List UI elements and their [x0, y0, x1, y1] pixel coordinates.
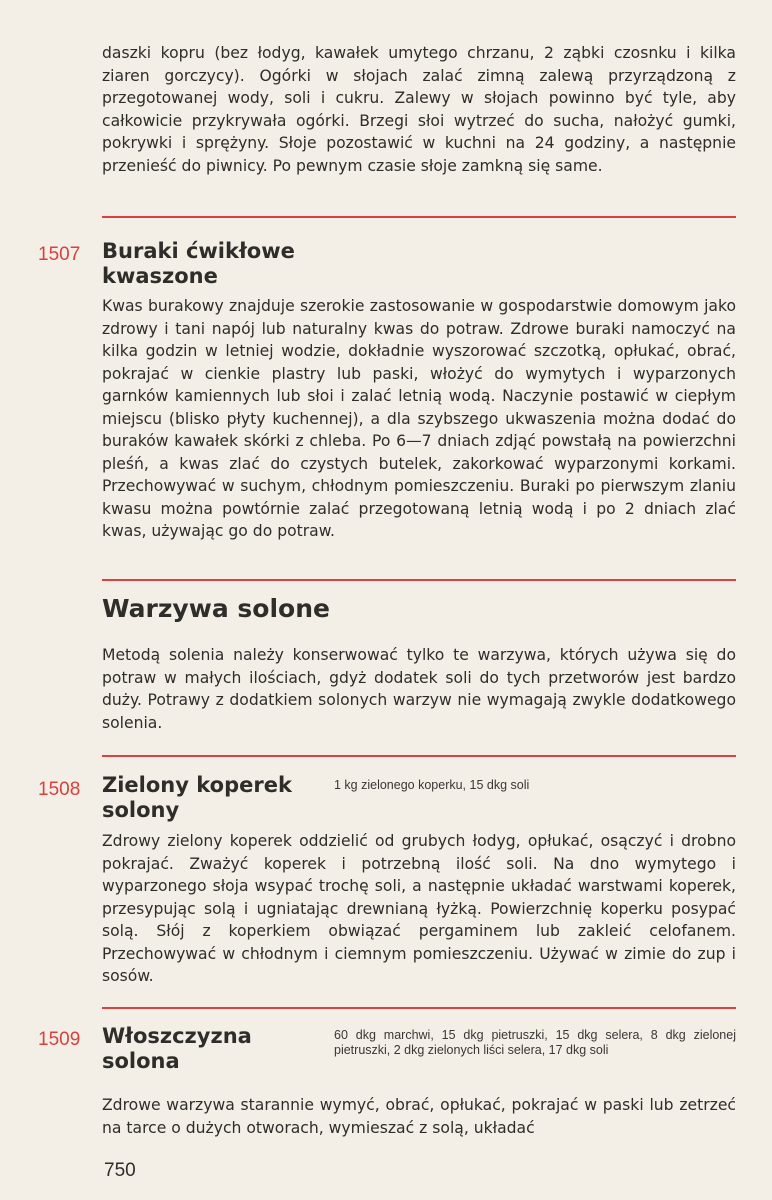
- continued-paragraph: daszki kopru (bez łodyg, kawałek umytego chrzanu, 2 ząbki czosnku i kilka ziaren gorczycy). Ogórki w słojach zalać zimną zalewą przyrządzoną z przegotowanej wody, soli i cukru. Zalewy w słojach powinno być tyle, aby całkowicie przykrywała ogórki. Brzegi słoi wytrzeć do sucha, nałożyć gumki, pokrywki i sprężyny. Słoje pozostawić w kuchni na 24 godziny, a następnie przenieść do piwnicy. Po pewnym czasie słoje zamkną się same.: [102, 44, 736, 175]
- recipe-title: [102, 1024, 252, 1074]
- recipe-number: 1507: [38, 244, 81, 265]
- recipe-title: [102, 773, 292, 823]
- section-title: Warzywa solone: [102, 594, 330, 623]
- section-intro: Metodą solenia należy konserwować tylko te warzywa, których używa się do potraw w małych ilościach, gdyż dodatek soli do tych przetworów jest bardzo duży. Potrawy z dodatkiem solonych warzyw nie wymagają zwykle dodatkowego solenia.: [102, 646, 736, 732]
- section-divider: [102, 579, 736, 581]
- recipe-number: 1509: [38, 1029, 81, 1050]
- recipe-body: Zdrowy zielony koperek oddzielić od grubych łodyg, opłukać, osączyć i drobno pokrajać. Zważyć koperek i potrzebną ilość soli. Na dno wymytego i wyparzonego słoja wsypać trochę soli, a następnie układać warstwami koperek, przesypując solą i ugniatając drewnianą łyżką. Powierzchnię koperku posypać solą. Słój z koperkiem obwiązać pergaminem lub zakleić celofanem. Przechowywać w chłodnym i ciemnym pomieszczeniu. Używać w zimie do zup i sosów.: [102, 832, 736, 985]
- recipe-body: Kwas burakowy znajduje szerokie zastosowanie w gospodarstwie domowym jako zdrowy i tani napój lub naturalny kwas do potraw. Zdrowe buraki namoczyć na kilka godzin w letniej wodzie, dokładnie wyszorować szczotką, opłukać, obrać, pokrajać w cienkie plastry lub paski, włożyć do wymytych i wyparzonych garnków kamiennych lub słoi i zalać letnią wodą. Naczynie postawić w ciepłym miejscu (blisko płyty kuchennej), a dla szybszego ukwaszenia można dodać do buraków kawałek skórki z chleba. Po 6—7 dniach zdjąć powstałą na powierzchni pleśń, a kwas zlać do czystych butelek, zakorkować wyparzonymi korkami. Przechowywać w suchym, chłodnym pomieszczeniu. Buraki po pierwszym zlaniu kwasu można powtórnie zalać przegotowaną letnią wodą i po 2 dniach zlać kwas, używając go do potraw.: [102, 297, 736, 540]
- recipe-title-line: solony: [102, 798, 180, 822]
- recipe-number: 1508: [38, 779, 81, 800]
- page-number: 750: [104, 1160, 136, 1181]
- section-divider: [102, 216, 736, 218]
- section-divider: [102, 1007, 736, 1009]
- recipe-ingredients: 1 kg zielonego koperku, 15 dkg soli: [334, 778, 530, 792]
- recipe-title-line: kwaszone: [102, 264, 218, 288]
- recipe-title: [102, 239, 295, 289]
- recipe-title-line: Włoszczyzna: [102, 1024, 252, 1048]
- recipe-title-line: Zielony koperek: [102, 773, 292, 797]
- recipe-ingredients: 60 dkg marchwi, 15 dkg pietruszki, 15 dkg selera, 8 dkg zielonej pietruszki, 2 dkg zielonych liści selera, 17 dkg soli: [334, 1028, 736, 1057]
- section-divider: [102, 755, 736, 757]
- recipe-title-line: solona: [102, 1049, 180, 1073]
- recipe-body: Zdrowe warzywa starannie wymyć, obrać, opłukać, pokrajać w paski lub zetrzeć na tarce o dużych otworach, wymieszać z solą, układać: [102, 1096, 736, 1137]
- recipe-title-line: Buraki ćwikłowe: [102, 239, 295, 263]
